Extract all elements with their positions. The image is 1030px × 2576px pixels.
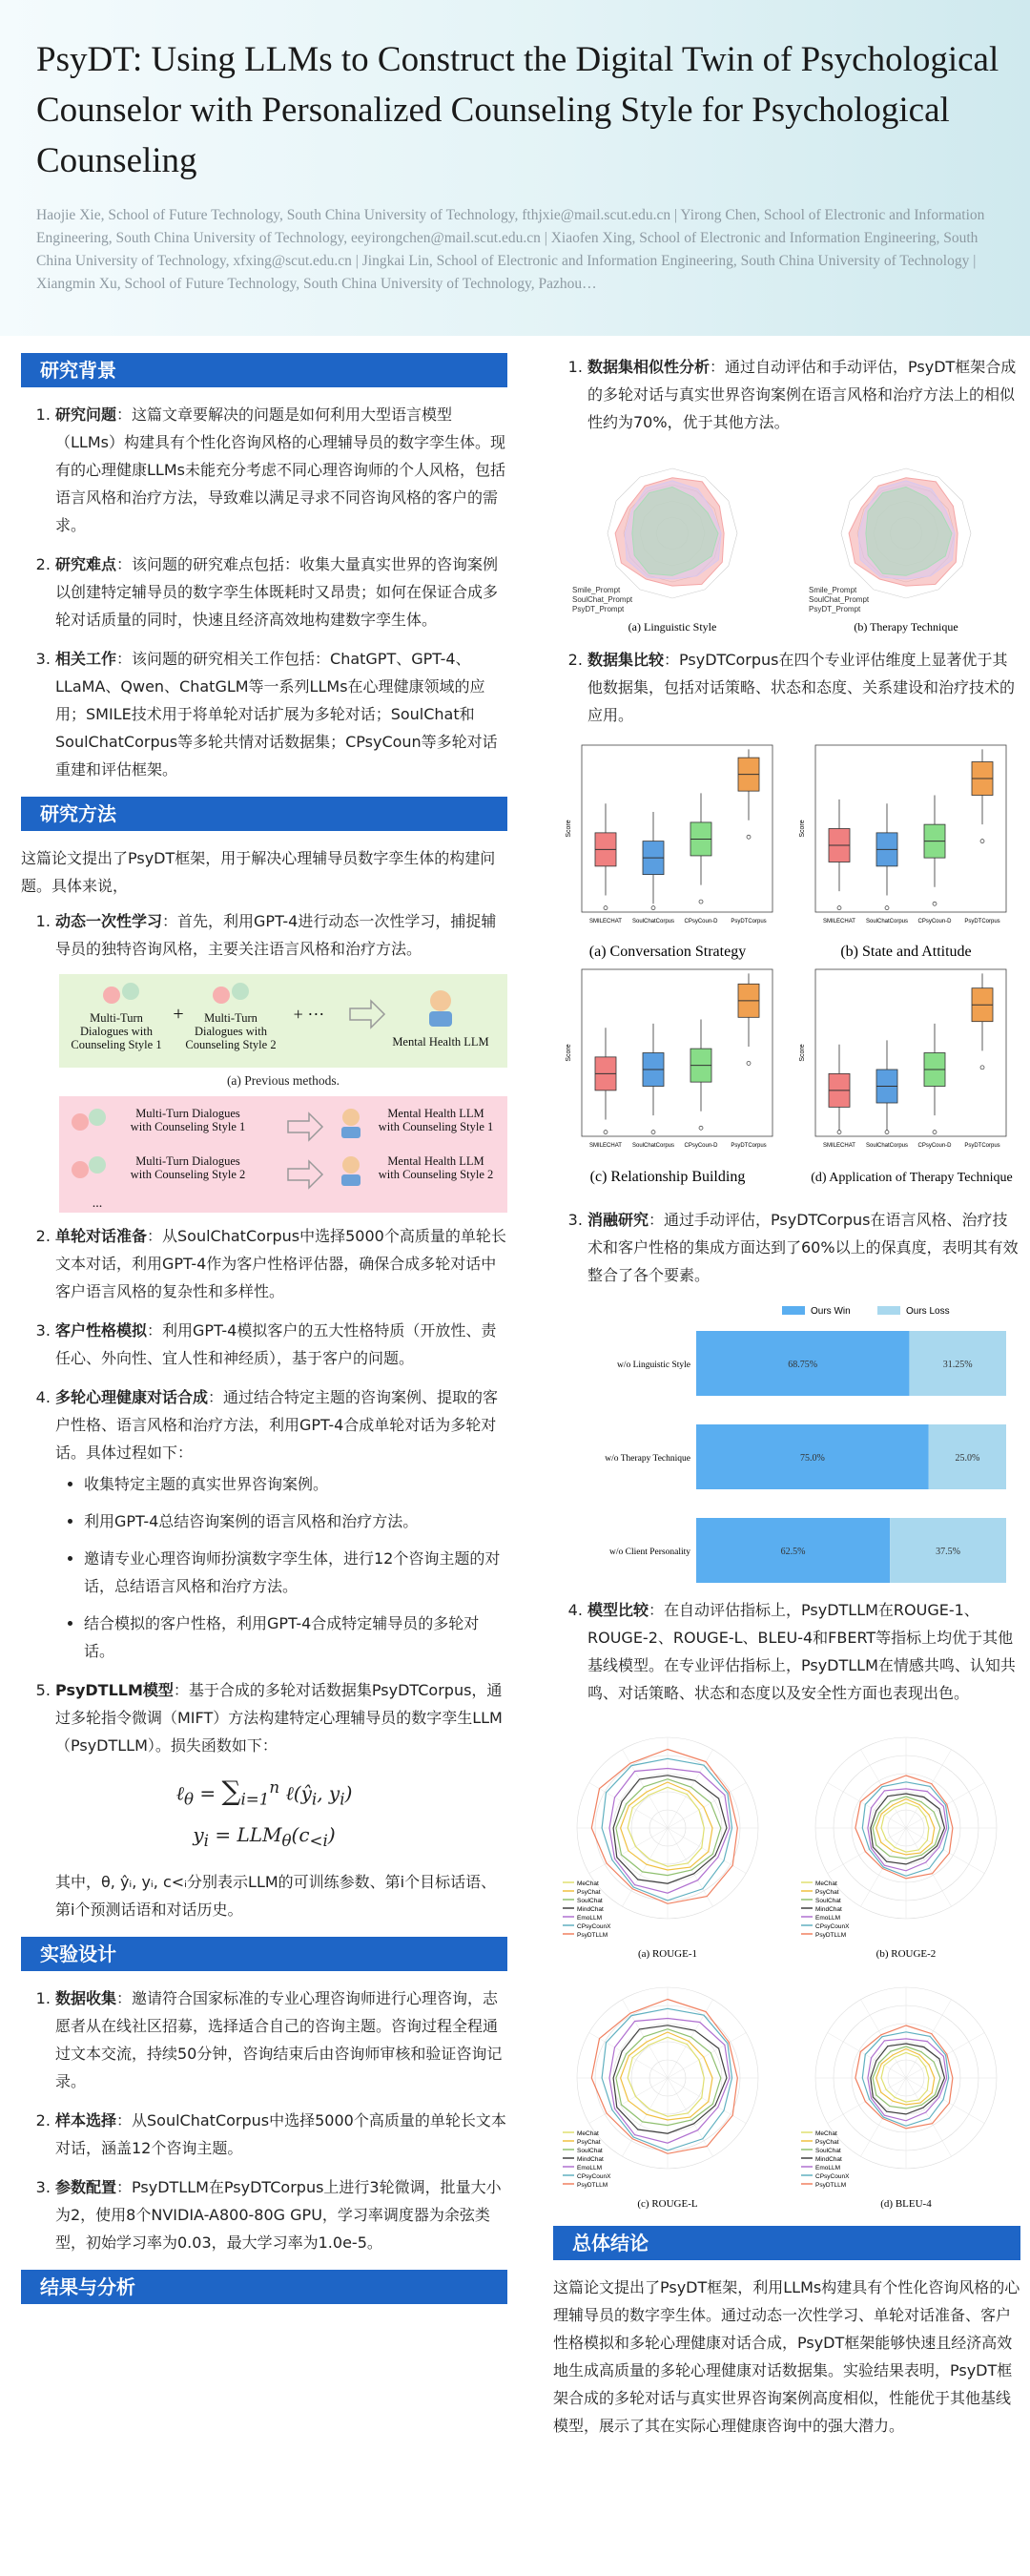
legend-label: Ours Win xyxy=(811,1306,851,1317)
item-text: ：PsyDTCorpus在四个专业评估维度上显著优于其他数据集，包括对话策略、状态和态度、关系建设和治疗技术的应用。 xyxy=(587,651,1016,724)
legend-label: Ours Loss xyxy=(906,1306,950,1317)
radar-chart xyxy=(608,468,737,598)
doctor-avatar-icon xyxy=(342,1156,360,1174)
legend-label: PsyChat xyxy=(577,1889,601,1896)
legend-label: SoulChat xyxy=(577,2148,603,2154)
x-tick-label: CPsyCoun-D xyxy=(684,919,718,924)
method-figure xyxy=(59,974,507,1213)
legend-label: PsyDTLLM xyxy=(577,2182,608,2189)
item-text: ：基于合成的多轮对话数据集PsyDTCorpus，通过多轮指令微调（MIFT）方法构建特定心理辅导员的数字孪生LLM（PsyDTLLM）。损失函数如下： xyxy=(55,1681,503,1755)
list-item: • 结合模拟的客户性格，利用GPT-4合成特定辅导员的多轮对话。 xyxy=(84,1610,507,1665)
text-line: Mental Health LLM xyxy=(387,1154,484,1168)
item-label: 参数配置 xyxy=(55,2177,117,2196)
legend-label: EmoLLM xyxy=(577,1915,603,1922)
text-line: Dialogues with xyxy=(194,1025,268,1038)
conclusion-text: 这篇论文提出了PsyDT框架，利用LLMs构建具有个性化咨询风格的心理辅导员的数字孪生体。通过动态一次性学习、单轮对话准备、客户性格模拟和多轮心理健康对话合成，PsyDT框架能够快速且经济高效地生成高质量的多轮心理健康对话数据集。实验结果表明，PsyDT框架合成的多轮对话与真实世界咨询案例高度相似，性能优于其他基线模型，展示了其在实际心理健康咨询中的强大潜力。 xyxy=(553,2278,1020,2435)
x-tick-label: CPsyCoun-D xyxy=(684,1143,718,1149)
formula-note: 其中，θ, ŷᵢ, yᵢ, c<ᵢ分别表示LLM的可训练参数、第i个目标话语、第i个预测话语和对话历史。 xyxy=(55,1872,497,1919)
experiment-list xyxy=(21,1984,507,2256)
list-item xyxy=(587,646,1020,729)
item-text: ：该问题的研究相关工作包括：ChatGPT、GPT-4、LLaMA、Qwen、ChatGLM等一系列LLMs在心理健康领域的应用；SMILE技术用于将单轮对话扩展为多轮对话；SoulChat和SoulChatCorpus等多轮共情对话数据集；CPsyCoun等多轮对话重建和评估框架。 xyxy=(55,650,498,779)
x-tick-label: SoulChatCorpus xyxy=(865,919,909,924)
y-axis-label: Score xyxy=(566,1044,572,1062)
radar-caption-b: (b) Therapy Technique xyxy=(854,620,958,634)
item-label: 消融研究 xyxy=(587,1211,649,1229)
chat-bubble-icon xyxy=(232,983,249,1000)
model-radar-chart xyxy=(563,1737,758,1939)
ellipsis: ... xyxy=(92,1196,103,1211)
radar-legend-b-0: Smile_Prompt xyxy=(809,586,857,594)
legend-label: PsyChat xyxy=(577,2139,601,2146)
ablation-chart xyxy=(553,1300,1020,1587)
legend-label: EmoLLM xyxy=(815,1915,841,1922)
text-line: Dialogues with xyxy=(79,1025,154,1038)
legend-label: PsyDTLLM xyxy=(815,1932,847,1939)
model-caption-c: (c) ROUGE-L xyxy=(637,2198,698,2210)
legend-label: SoulChat xyxy=(815,2148,841,2154)
model-caption-b: (b) ROUGE-2 xyxy=(876,1948,937,1960)
legend-label: CPsyCounX xyxy=(577,1923,611,1930)
bar-value-label: 68.75% xyxy=(788,1360,818,1370)
model-radar-chart xyxy=(801,1737,997,1939)
text-line: Counseling Style 1 xyxy=(71,1038,162,1051)
radar-spoke xyxy=(623,2000,669,2078)
item-text: ：该问题的研究难点包括：收集大量真实世界的咨询案例以创建特定辅导员的数字孪生体既耗时又昂贵；如何在保证合成多轮对话质量的同时，快速且经济高效地构建数字孪生体。 xyxy=(55,555,499,629)
text-line: with Counseling Style 2 xyxy=(378,1168,494,1181)
legend-label: MeChat xyxy=(815,2130,837,2137)
item-text: ：在自动评估指标上，PsyDTLLM在ROUGE-1、ROUGE-2、ROUGE-L、BLEU-4和FBERT等指标上均优于其他基线模型。在专业评估指标上，PsyDTLLM在情感共鸣、认知共鸣、对话策略、状态和态度以及安全性方面也表现出色。 xyxy=(587,1601,1016,1702)
box-outlier xyxy=(747,835,751,839)
radar-chart xyxy=(841,468,971,598)
radar-spoke xyxy=(589,2033,668,2079)
plus-ellipsis: + ··· xyxy=(293,1005,325,1024)
item-label: 研究问题 xyxy=(55,405,117,424)
legend-label: MeChat xyxy=(577,2130,599,2137)
radar-series-line xyxy=(616,2029,721,2126)
x-tick-label: SoulChatCorpus xyxy=(865,1143,909,1149)
y-axis-label: Score xyxy=(566,820,572,838)
list-item xyxy=(55,2173,507,2256)
category-label: w/o Therapy Technique xyxy=(605,1454,690,1464)
background-list xyxy=(21,401,507,783)
method-list-2 xyxy=(21,1222,507,1759)
list-item: • 邀请专业心理咨询师扮演数字孪生体，进行12个咨询主题的对话，总结语言风格和治疗方法。 xyxy=(84,1545,507,1600)
chat-bubble-icon xyxy=(89,1156,106,1174)
chat-bubble-icon xyxy=(103,987,120,1004)
results-list-3 xyxy=(553,1206,1020,1289)
item-text: ：通过自动评估和手动评估，PsyDT框架合成的多轮对话与真实世界咨询案例在语言风格和治疗方法上的相似性约为70%，优于其他方法。 xyxy=(587,358,1017,431)
row2-llm xyxy=(379,1154,494,1181)
legend-label: CPsyCounX xyxy=(815,2173,850,2180)
chat-bubble-icon xyxy=(72,1161,89,1178)
radar-figure-svg xyxy=(553,447,1020,638)
radar-legend-a-0: Smile_Prompt xyxy=(572,586,621,594)
bar-value-label: 62.5% xyxy=(780,1547,806,1557)
x-tick-label: PsyDTCorpus xyxy=(964,919,1000,924)
radar-figure xyxy=(553,447,1020,638)
list-item: • 收集特定主题的真实世界咨询案例。 xyxy=(84,1470,507,1498)
boxplot-figure xyxy=(553,740,1020,1198)
section-heading-method: 研究方法 xyxy=(21,797,507,831)
bar-value-label: 25.0% xyxy=(955,1453,980,1464)
x-tick-label: CPsyCoun-D xyxy=(917,1143,952,1149)
method-figure-svg xyxy=(59,974,507,1213)
legend-label: MindChat xyxy=(815,1906,842,1913)
x-tick-label: SMILECHAT xyxy=(589,1143,622,1149)
legend-label: CPsyCounX xyxy=(815,1923,850,1930)
x-tick-label: SoulChatCorpus xyxy=(631,919,675,924)
item-label: PsyDTLLM模型 xyxy=(55,1681,174,1699)
model-radar-svg xyxy=(553,1718,1020,2214)
right-column xyxy=(553,353,1020,2440)
x-tick-label: SMILECHAT xyxy=(823,919,855,924)
item-text: ：通过结合特定主题的咨询案例、提取的客户性格、语言风格和治疗方法，利用GPT-4合成单轮对话为多轮对话。具体过程如下： xyxy=(55,1388,499,1462)
item-text: ：通过手动评估，PsyDTCorpus在语言风格、治疗技术和客户性格的集成方面达到了60%以上的保真度，表明其有效整合了各个要素。 xyxy=(587,1211,1019,1284)
synthesis-steps xyxy=(55,1470,507,1665)
boxplot-panel xyxy=(566,745,772,924)
boxplot-panel xyxy=(566,969,772,1149)
box-outlier xyxy=(933,1131,937,1134)
list-item xyxy=(55,1317,507,1372)
item-text: ：邀请符合国家标准的专业心理咨询师进行心理咨询，志愿者从在线社区招募，选择适合自己的咨询主题。咨询过程全程通过文本交流，持续50分钟，咨询结束后由咨询师审核和验证咨询记录。 xyxy=(55,1988,503,2090)
box-outlier xyxy=(885,1131,889,1134)
list-item xyxy=(55,1383,507,1665)
box-outlier xyxy=(837,906,841,910)
legend-label: MindChat xyxy=(815,2156,842,2163)
radar-spoke xyxy=(861,2000,907,2078)
author-list: Haojie Xie, School of Future Technology, South China University of Technology, fthjxie@mail.scut.edu.cn | Yirong Chen, School of Electronic and Information Engineering, South China University of Technology, eeyirongchen@mail.scut.edu.cn | Xiaofen Xing, School of Electronic and Information Engineering, South China University of Technology, xfxing@scut.edu.cn | Jingkai Lin, School of Electronic and Information Engineering, South China University of Technology | Xiangmin Xu, School of Future Technology, South China University of Technology, Pazhou… xyxy=(36,207,985,292)
box-caption-b: (b) State and Attitude xyxy=(840,944,972,960)
legend-label: PsyDTLLM xyxy=(815,2182,847,2189)
legend-label: PsyChat xyxy=(815,2139,839,2146)
x-tick-label: SMILECHAT xyxy=(589,919,622,924)
item-label: 数据收集 xyxy=(55,1988,117,2007)
boxplot-panel xyxy=(799,745,1006,924)
row2-dialogues xyxy=(131,1154,246,1181)
doctor-avatar-icon xyxy=(430,990,451,1011)
item-text: ：PsyDTLLM在PsyDTCorpus上进行3轮微调，批量大小为2，使用8个NVIDIA-A800-80G GPU，学习率调度器为余弦类型，初始学习率为0.03，最大学习率为1.0e-5。 xyxy=(55,2177,502,2252)
radar-legend-b-2: PsyDT_Prompt xyxy=(809,605,861,613)
ablation-chart-svg xyxy=(553,1300,1020,1587)
row1-dialogues xyxy=(131,1107,246,1133)
doctor-body-icon xyxy=(341,1127,360,1138)
list-item xyxy=(55,1676,507,1759)
bar-value-label: 75.0% xyxy=(799,1453,825,1464)
radar-caption-a: (a) Linguistic Style xyxy=(628,620,717,634)
radar-spoke xyxy=(828,1828,906,1874)
item-label: 单轮对话准备 xyxy=(55,1227,148,1245)
item-label: 样本选择 xyxy=(55,2110,117,2129)
category-label: w/o Linguistic Style xyxy=(616,1361,690,1370)
plus-sign: + xyxy=(173,1004,184,1025)
results-list-1 xyxy=(553,353,1020,436)
list-item xyxy=(587,1206,1020,1289)
box-outlier xyxy=(885,906,889,910)
y-axis-label: Score xyxy=(799,1044,806,1062)
radar-legend-a-1: SoulChat_Prompt xyxy=(572,595,633,604)
item-label: 多轮心理健康对话合成 xyxy=(55,1388,209,1406)
item-text: ：这篇文章要解决的问题是如何利用大型语言模型（LLMs）构建具有个性化咨询风格的心理辅导员的数字孪生体。现有的心理健康LLMs未能充分考虑不同心理咨询师的个人风格，包括语言风格和治疗方法，导致难以满足寻求不同咨询风格的客户的需求。 xyxy=(55,405,505,534)
doctor-body-icon xyxy=(341,1174,360,1186)
list-item xyxy=(587,353,1020,436)
box-outlier xyxy=(980,1066,984,1070)
legend-label: EmoLLM xyxy=(577,2165,603,2171)
x-tick-label: PsyDTCorpus xyxy=(964,1143,1000,1149)
radar-legend-b-1: SoulChat_Prompt xyxy=(809,595,870,604)
box-outlier xyxy=(699,900,703,904)
text-line: Counseling Style 2 xyxy=(185,1038,277,1051)
radar-series-line xyxy=(616,1779,721,1876)
box-outlier xyxy=(651,1131,655,1134)
y-axis-label: Score xyxy=(799,820,806,838)
list-item xyxy=(55,645,507,783)
radar-spoke xyxy=(828,2078,906,2124)
item-text: ：利用GPT-4模拟客户的五大性格特质（开放性、责任心、外向性、宜人性和神经质），基于客户的问题。 xyxy=(55,1321,497,1367)
box-caption-d: (d) Application of Therapy Technique xyxy=(811,1171,1013,1185)
legend-label: MeChat xyxy=(815,1880,837,1887)
doctor-body-icon xyxy=(429,1011,452,1027)
list-item xyxy=(55,1222,507,1305)
paper-title: PsyDT: Using LLMs to Construct the Digital Twin of Psychological Counselor with Personalized Counseling Style for Psychological Counseling xyxy=(36,40,999,180)
chat-bubble-icon xyxy=(122,983,139,1000)
method-list-1 xyxy=(21,907,507,963)
method-intro: 这篇论文提出了PsyDT框架，用于解决心理辅导员数字孪生体的构建问题。具体来说， xyxy=(21,849,496,895)
x-tick-label: PsyDTCorpus xyxy=(731,1143,767,1149)
radar-spoke xyxy=(861,1750,907,1828)
doctor-avatar-icon xyxy=(342,1109,360,1126)
box-outlier xyxy=(604,1131,608,1134)
item-text: ：从SoulChatCorpus中选择5000个高质量的单轮长文本对话，涵盖12个咨询主题。 xyxy=(55,2110,506,2157)
chat-bubble-icon xyxy=(213,987,230,1004)
item-text: ：首先，利用GPT-4进行动态一次性学习，捕捉辅导员的独特咨询风格，主要关注语言风格和治疗方法。 xyxy=(55,912,497,958)
legend-label: MindChat xyxy=(577,2156,604,2163)
text-line: with Counseling Style 1 xyxy=(130,1120,246,1133)
list-item xyxy=(55,551,507,634)
legend-label: PsyChat xyxy=(815,1889,839,1896)
bar-value-label: 31.25% xyxy=(942,1360,973,1370)
previous-methods-caption: (a) Previous methods. xyxy=(226,1073,340,1088)
box-outlier xyxy=(837,1131,841,1134)
left-column xyxy=(21,353,507,2317)
item-label: 相关工作 xyxy=(55,650,117,668)
boxplot-figure-svg xyxy=(553,740,1020,1198)
results-list-4 xyxy=(553,1596,1020,1707)
box-outlier xyxy=(651,906,655,910)
item-label: 动态一次性学习 xyxy=(55,912,163,930)
item-label: 模型比较 xyxy=(587,1601,649,1619)
box-outlier xyxy=(604,906,608,910)
text-line: Multi-Turn Dialogues xyxy=(135,1154,240,1168)
box-outlier xyxy=(699,1126,703,1130)
x-tick-label: CPsyCoun-D xyxy=(917,919,952,924)
list-item xyxy=(55,907,507,963)
section-heading-conclusion: 总体结论 xyxy=(553,2226,1020,2260)
bar-value-label: 37.5% xyxy=(936,1547,960,1557)
text-line: Multi-Turn xyxy=(90,1011,143,1025)
results-list-2 xyxy=(553,646,1020,729)
model-radar-figure xyxy=(553,1718,1020,2214)
poster-header xyxy=(0,0,1030,336)
list-item xyxy=(55,1984,507,2095)
section-heading-background: 研究背景 xyxy=(21,353,507,387)
legend-label: CPsyCounX xyxy=(577,2173,611,2180)
radar-spoke xyxy=(623,1750,669,1828)
list-item xyxy=(55,401,507,539)
radar-legend-a-2: PsyDT_Prompt xyxy=(572,605,625,613)
x-tick-label: SMILECHAT xyxy=(823,1143,855,1149)
model-radar-chart xyxy=(563,1987,758,2189)
item-label: 客户性格模拟 xyxy=(55,1321,148,1340)
text-line: with Counseling Style 1 xyxy=(378,1120,494,1133)
box-outlier xyxy=(933,902,937,905)
chat-bubble-icon xyxy=(89,1109,106,1126)
legend-swatch xyxy=(877,1306,900,1315)
section-heading-experiment: 实验设计 xyxy=(21,1937,507,1971)
legend-label: SoulChat xyxy=(577,1898,603,1904)
loss-formula: ℓ$_\theta$ = $\sum_{i=1}^n$ $\ell(ŷ_i$, $y_i$) $y_i = LLM_\theta(c_{<i})$ xyxy=(175,1775,353,1850)
prev-mental-health-llm: Mental Health LLM xyxy=(392,1035,489,1049)
item-label: 数据集比较 xyxy=(587,651,665,669)
item-text: ：从SoulChatCorpus中选择5000个高质量的单轮长文本对话，利用GPT-4作为客户性格评估器，确保合成多轮对话中客户语言风格的复杂性和多样性。 xyxy=(55,1227,506,1300)
legend-swatch xyxy=(782,1306,805,1315)
text-line: Mental Health LLM xyxy=(387,1107,484,1120)
box-caption-c: (c) Relationship Building xyxy=(589,1169,746,1185)
text-line: with Counseling Style 2 xyxy=(130,1168,246,1181)
model-caption-a: (a) ROUGE-1 xyxy=(637,1948,698,1960)
category-label: w/o Client Personality xyxy=(609,1548,690,1557)
legend-label: MeChat xyxy=(577,1880,599,1887)
list-item xyxy=(55,2107,507,2162)
text-line: Multi-Turn Dialogues xyxy=(135,1107,240,1120)
legend-label: SoulChat xyxy=(815,1898,841,1904)
legend-label: EmoLLM xyxy=(815,2165,841,2171)
list-item xyxy=(587,1596,1020,1707)
text-line: Multi-Turn xyxy=(204,1011,258,1025)
item-label: 数据集相似性分析 xyxy=(587,358,711,376)
box-caption-a: (a) Conversation Strategy xyxy=(588,944,747,960)
box-outlier xyxy=(980,840,984,843)
x-tick-label: SoulChatCorpus xyxy=(631,1143,675,1149)
item-label: 研究难点 xyxy=(55,555,117,573)
model-radar-chart xyxy=(801,1987,997,2189)
boxplot-panel xyxy=(799,969,1006,1149)
chat-bubble-icon xyxy=(72,1113,89,1131)
radar-spoke xyxy=(589,1783,668,1829)
x-tick-label: PsyDTCorpus xyxy=(731,919,767,924)
section-heading-results: 结果与分析 xyxy=(21,2270,507,2304)
row1-llm xyxy=(379,1107,494,1133)
list-item: • 利用GPT-4总结咨询案例的语言风格和治疗方法。 xyxy=(84,1507,507,1535)
model-caption-d: (d) BLEU-4 xyxy=(880,2198,932,2210)
box-outlier xyxy=(747,1061,751,1065)
legend-label: MindChat xyxy=(577,1906,604,1913)
legend-label: PsyDTLLM xyxy=(577,1932,608,1939)
